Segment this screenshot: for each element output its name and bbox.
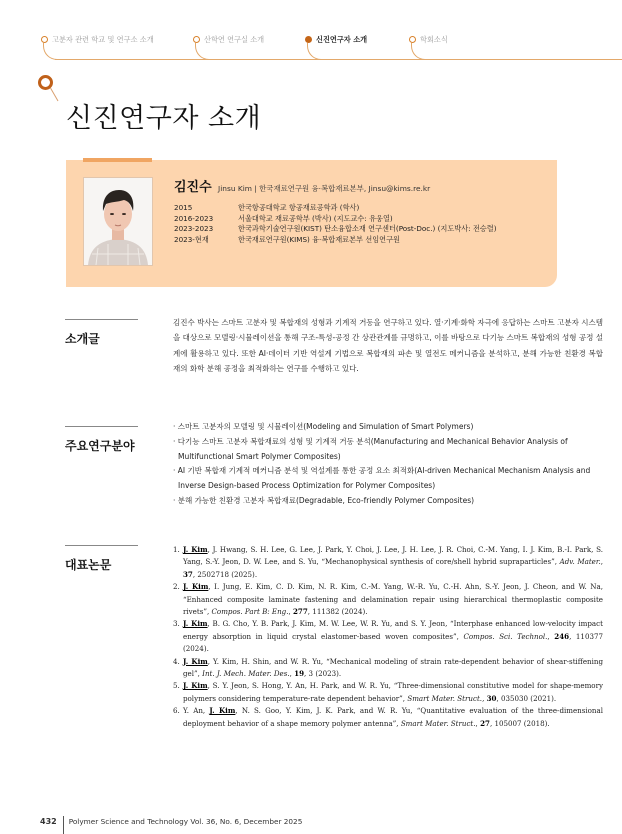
section-label: 대표논문	[65, 558, 112, 572]
pub-authors-title: , S. Y. Jeon, S. Hong, Y. An, H. Park, and W. R. Yu, “Three-dimensional constitutive model for shape-memory polymers considering temperature-rate dependent behavior”,	[183, 681, 603, 703]
section-label: 주요연구분야	[65, 439, 135, 453]
researcher-name-en: Jinsu Kim	[218, 184, 252, 193]
pub-volume: 27	[480, 718, 490, 728]
pub-highlight-author: J. Kim	[183, 681, 208, 691]
cv-list	[174, 203, 497, 245]
nav-connector	[307, 43, 324, 60]
section-rule	[65, 545, 138, 546]
publication-item	[173, 618, 603, 655]
pub-number: 2.	[173, 582, 180, 592]
header-separator: |	[254, 184, 257, 193]
cv-desc: 한국재료연구원(KIMS) 융·복합재료본부 선임연구원	[238, 234, 400, 244]
intro-text: 김진수 박사는 스마트 고분자 및 복합재의 성형과 기계적 거동을 연구하고 있다. 열·기계·화학 자극에 응답하는 스마트 고분자 시스템을 대상으로 모델링·시뮬레이션을 통해 구조-특성-공정 간 상관관계를 규명하고, 이를 바탕으로 다기능 스마트 복합재의 성형 공정 설계에 활용하고 있다. 또한 AI·데이터 기반 역설계 기법으로 복합재의 파손 및 열전도 메커니즘을 분석하고, 분해 가능한 친환경 복합재의 화학 분해 공정을 최적화하는 연구를 수행하고 있다.	[173, 318, 603, 373]
nav-filled-circle-icon	[305, 36, 312, 43]
pub-pages-year: , 035030 (2021).	[496, 693, 557, 703]
footer-divider	[63, 816, 64, 834]
pub-journal: Smart Mater. Struct.	[400, 718, 476, 728]
publication-item	[173, 581, 603, 618]
research-item: · 다기능 스마트 고분자 복합재료의 성형 및 기계적 거동 분석(Manufacturing and Mechanical Behavior Analysis of Multifunctional Smart Polymer Composites)	[173, 436, 568, 461]
pub-highlight-author: J. Kim	[183, 619, 208, 629]
pub-volume: 37	[183, 569, 193, 579]
publication-item	[173, 680, 603, 705]
cv-year: 2016-2023	[174, 213, 214, 223]
pub-sep: ,	[600, 557, 603, 567]
nav-item-schools[interactable]	[52, 35, 154, 45]
researcher-affiliation: 한국재료연구원 융·복합재료본부,	[259, 184, 367, 193]
pub-sep: ,	[547, 631, 555, 641]
nav-circle-icon	[41, 36, 48, 43]
pub-highlight-author: J. Kim	[183, 582, 209, 592]
cv-row	[174, 203, 497, 214]
pub-pages-year: , 105007 (2018).	[489, 718, 550, 728]
pub-journal: Compos. Sci. Technol.	[463, 631, 548, 641]
nav-connector	[43, 43, 60, 60]
pub-journal: Smart Mater. Struct.	[407, 693, 483, 703]
pub-volume: 246	[554, 631, 570, 641]
research-item: · 분해 가능한 친환경 고분자 복합재료(Degradable, Eco-friendly Polymer Composites)	[173, 495, 475, 505]
pub-pages-year: , 3 (2023).	[304, 669, 342, 679]
nav-connector	[195, 43, 212, 60]
pub-highlight-author: J. Kim	[183, 545, 208, 554]
page-title: 신진연구자 소개	[66, 103, 262, 134]
cv-row	[174, 214, 497, 225]
pub-number: 6.	[173, 706, 180, 716]
cv-desc: 서울대학교 재료공학부 (박사) (지도교수: 유웅열)	[238, 213, 393, 223]
profile-header	[174, 176, 430, 195]
cv-desc: 한국과학기술연구원(KIST) 탄소융합소재 연구센터(Post-Doc.) (지도박사: 전승렬)	[238, 224, 497, 233]
nav-connector	[411, 43, 428, 60]
cv-row	[174, 235, 497, 246]
section-label: 소개글	[65, 332, 100, 346]
nav-item-labs[interactable]	[204, 35, 264, 45]
pub-pages-year: , 111382 (2024).	[307, 607, 368, 617]
pub-highlight-author: J. Kim	[209, 706, 236, 716]
pub-volume: 19	[294, 669, 305, 679]
pub-sep: ,	[289, 669, 295, 679]
cv-row	[174, 224, 497, 235]
pub-number: 5.	[173, 681, 180, 691]
section-nav	[0, 32, 622, 62]
cv-year: 2023-현재	[174, 234, 209, 244]
publication-item	[173, 705, 603, 730]
publication-item	[173, 544, 603, 581]
pub-sep: ,	[288, 607, 293, 617]
nav-circle-icon	[193, 36, 200, 43]
pub-journal: Int. J. Mech. Mater. Des.	[202, 669, 290, 679]
pub-authors-title: , I. Jung, E. Kim, C. D. Kim, N. R. Kim, C.-M. Yang, W.-R. Yu, C.-H. Ahn, S.-Y. Jeon, J. Cheon, and W. Na, “Enhanced composite laminate fastening and delamination repair using hierarchical thermoplastic composite rivets”,	[183, 582, 603, 617]
publication-item	[173, 656, 603, 681]
profile-card	[66, 160, 557, 287]
research-list	[173, 420, 603, 509]
pub-sep: ,	[475, 718, 481, 728]
research-item: · 스마트 고분자의 모델링 및 시뮬레이션(Modeling and Simulation of Smart Polymers)	[173, 422, 474, 431]
research-item: · AI 기반 복합재 기계적 메커니즘 분석 및 역설계를 통한 공정 요소 최적화(AI-driven Mechanical Mechanism Analysis and Inverse Design-based Process Optimization for Polymer Composites)	[173, 466, 591, 491]
cv-desc: 한국항공대학교 항공재료공학과 (학사)	[238, 203, 360, 212]
nav-item-label: 산학연 연구실 소개	[204, 35, 265, 44]
researcher-name-ko: 김진수	[174, 180, 212, 195]
nav-item-society-news[interactable]	[420, 35, 448, 45]
pub-pre-authors: Y. An,	[183, 706, 210, 716]
title-connector	[50, 88, 58, 101]
pub-authors-title: , B. G. Cho, Y. B. Park, J. Kim, M. W. Lee, W. R. Yu, and S. Y. Jeon, “Interphase enhanced low-velocity impact energy absorption in liquid crystal elastomer-based woven composites”,	[183, 619, 603, 641]
pub-volume: 277	[292, 607, 308, 617]
cv-year: 2015	[174, 203, 193, 212]
publication-list	[173, 544, 603, 730]
pub-pages-year: , 110377 (2024).	[183, 631, 603, 654]
pub-authors-title: , N. S. Goo, Y. Kim, J. K. Park, and W. R. Yu, “Quantitative evaluation of the three-dimensional deployment behavior of a shape memory polymer antenna”,	[183, 706, 603, 728]
pub-number: 4.	[173, 656, 180, 666]
pub-sep: ,	[482, 693, 487, 703]
nav-circle-icon	[409, 36, 416, 43]
pub-pages-year: , 2502718 (2025).	[192, 569, 258, 579]
nav-line	[55, 59, 622, 60]
journal-citation: Polymer Science and Technology Vol. 36, No. 6, December 2025	[68, 816, 303, 826]
page-footer	[40, 812, 302, 830]
page-number: 432	[40, 816, 57, 826]
portrait-image	[84, 178, 152, 265]
nav-item-label: 학회소식	[420, 35, 448, 44]
nav-item-label: 고분자 관련 학교 및 연구소 소개	[52, 35, 154, 44]
pub-authors-title: , Y. Kim, H. Shin, and W. R. Yu, “Mechanical modeling of strain rate-dependent behavior of shear-stiffening gel”,	[183, 656, 603, 679]
nav-item-label: 신진연구자 소개	[316, 35, 368, 44]
pub-journal: Adv. Mater.	[559, 557, 601, 567]
pub-authors-title: , J. Hwang, S. H. Lee, G. Lee, J. Park, Y. Choi, J. Lee, J. H. Lee, J. R. Choi, C.-M. Yang, I. J. Kim, B.-I. Park, S. Yang, S.-Y. Jeon, D. W. Lee, and S. Yu, “Mechanophysical synthesis of core/shell hybrid supraparticles”,	[183, 545, 603, 567]
section-rule	[65, 319, 138, 320]
section-rule	[65, 426, 138, 427]
pub-number: 1.	[173, 545, 180, 554]
pub-highlight-author: J. Kim	[183, 656, 208, 666]
profile-photo	[83, 177, 153, 266]
profile-tab-accent	[83, 158, 152, 162]
researcher-email[interactable]: Jinsu@kims.re.kr	[368, 184, 431, 193]
pub-volume: 30	[486, 693, 497, 703]
pub-number: 3.	[173, 619, 180, 629]
pub-journal: Compos. Part B: Eng.	[211, 607, 289, 617]
nav-item-new-researchers[interactable]	[316, 35, 367, 45]
cv-year: 2023-2023	[174, 224, 214, 233]
